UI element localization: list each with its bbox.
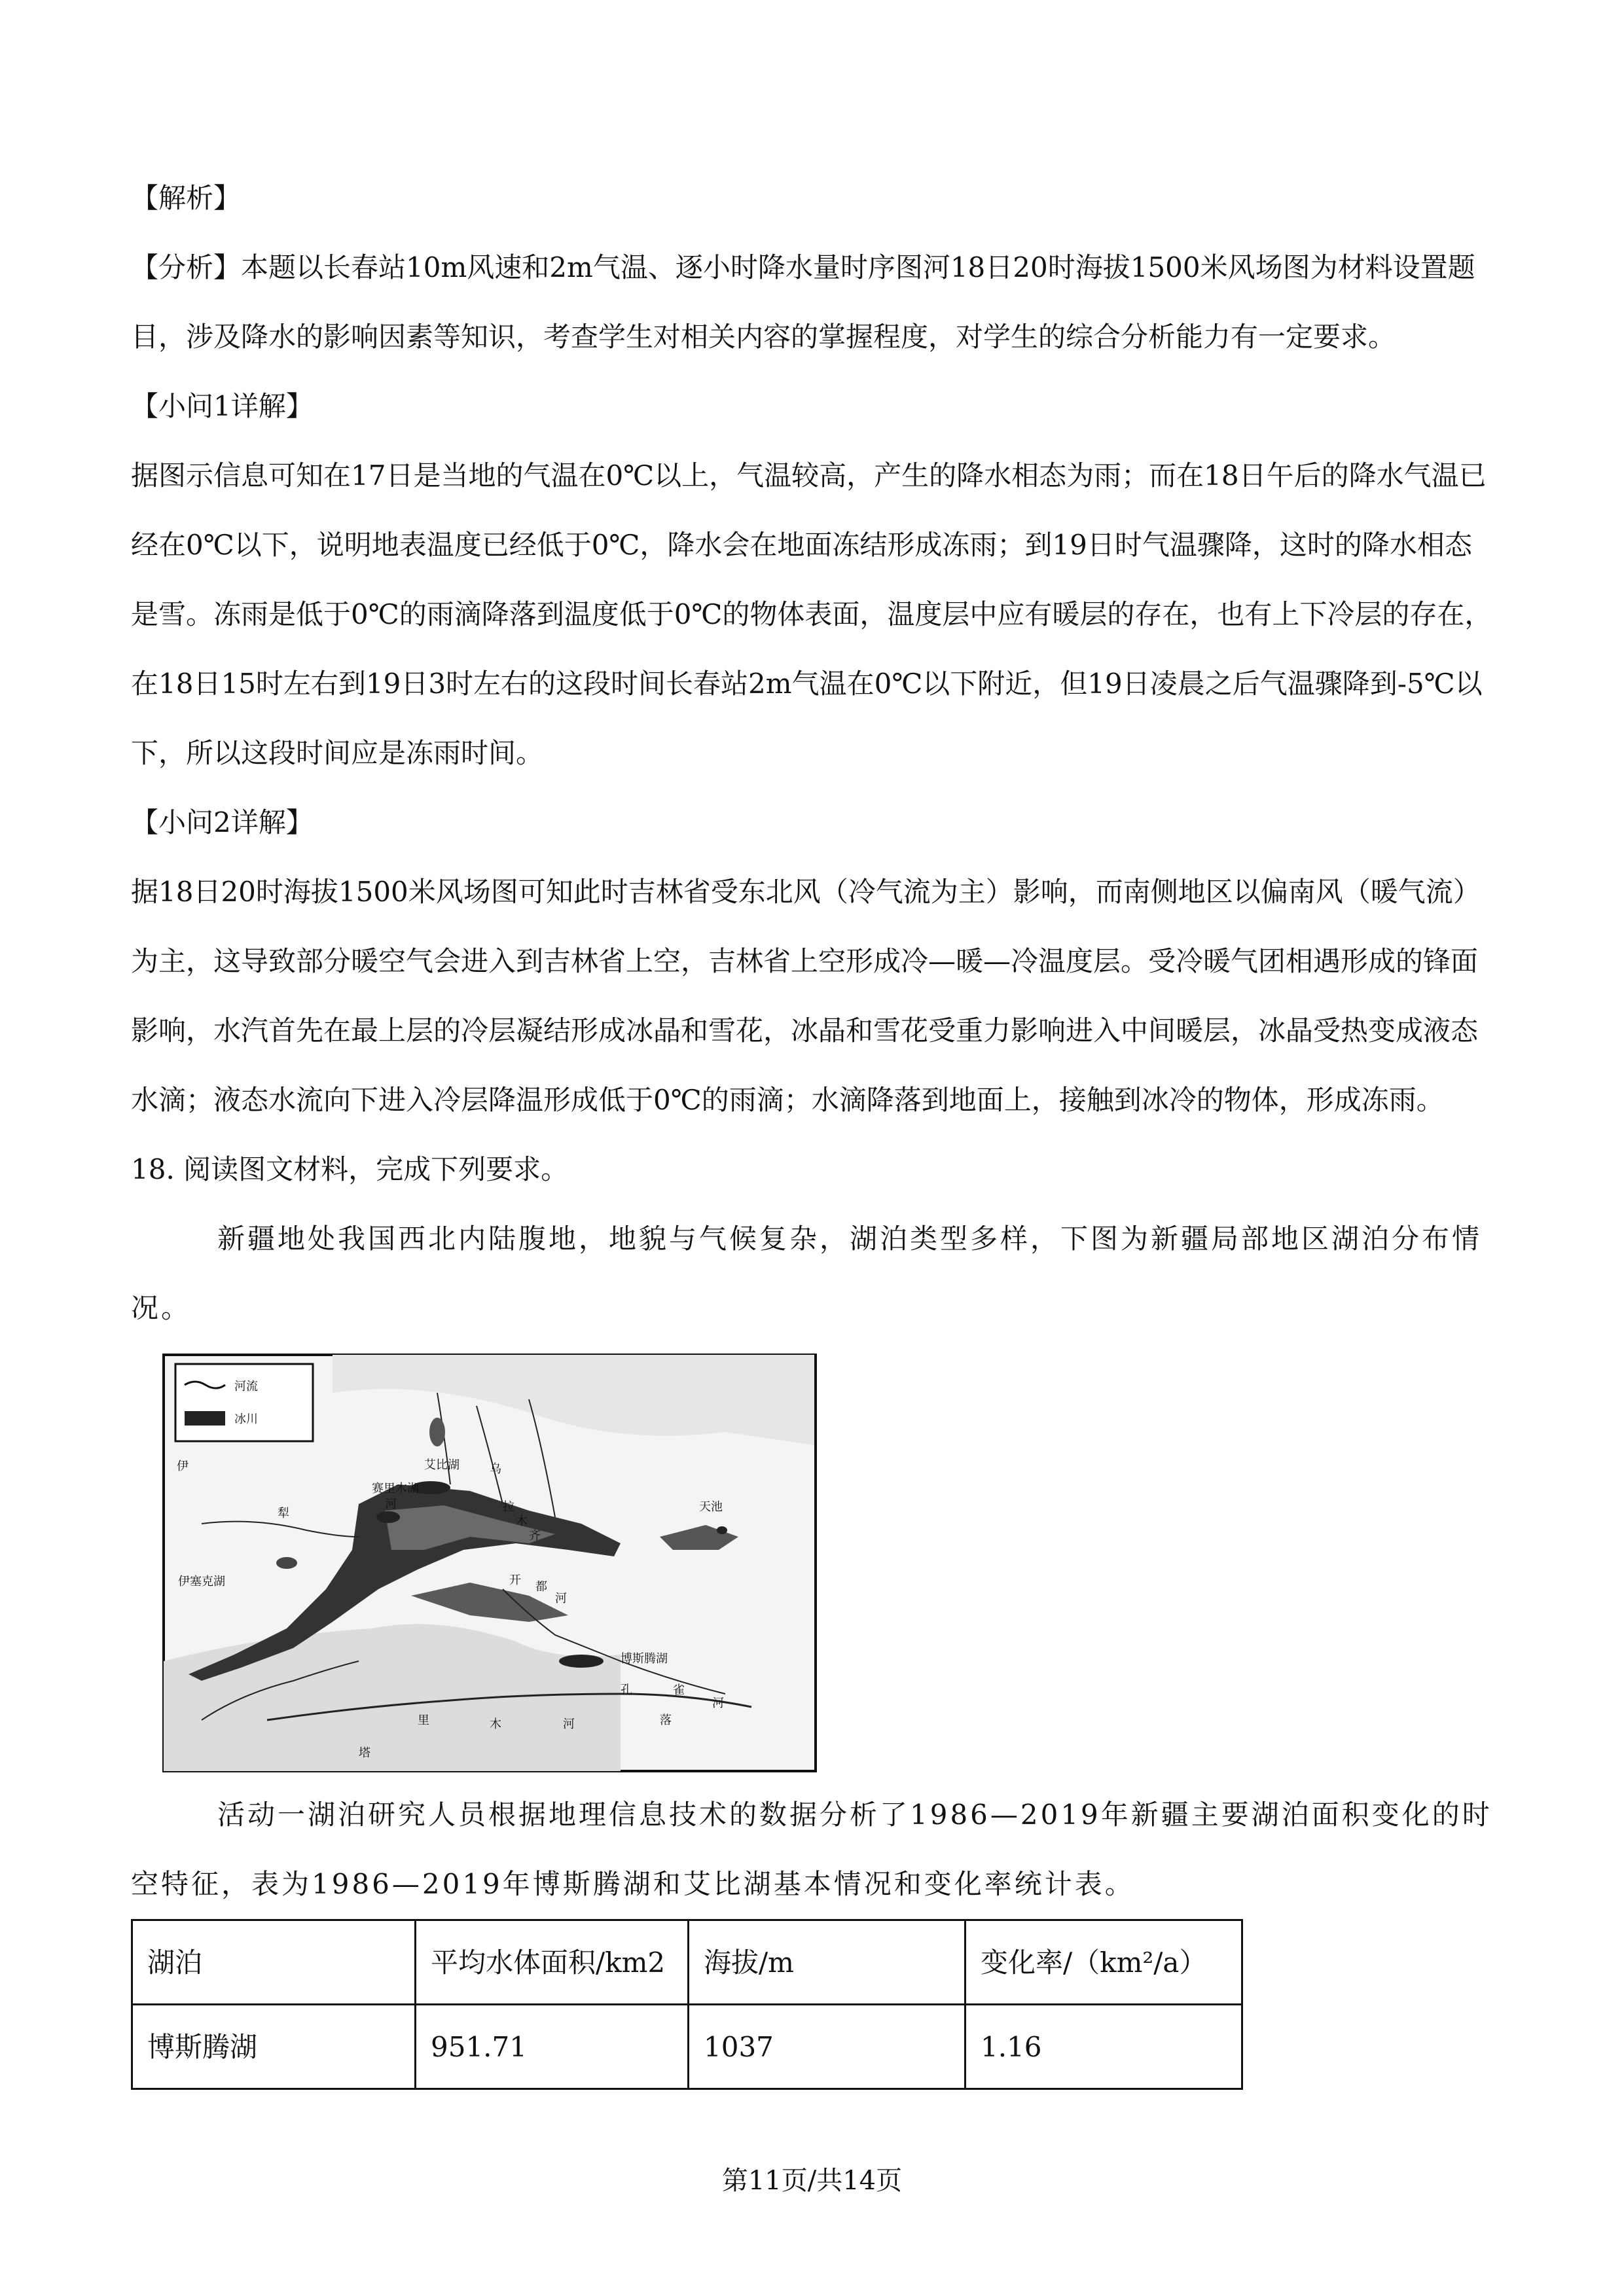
- map-label-mu2: 木: [490, 1717, 501, 1731]
- material-1: 新疆地处我国西北内陆腹地，地貌与气候复杂，湖泊类型多样，下图为新疆局部地区湖泊分布情况。: [131, 1223, 1483, 1324]
- map-label-ta: 塔: [359, 1746, 370, 1760]
- map-label-he1: 河: [385, 1498, 397, 1511]
- legend-river-label: 河流: [234, 1380, 258, 1393]
- document-content: [131, 164, 1492, 2090]
- map-label-sayram: 赛里木湖: [372, 1482, 419, 1496]
- table-row: [132, 2005, 1242, 2089]
- legend-glacier-label: 冰川: [234, 1412, 258, 1426]
- table-header-cell: 平均水体面积/km2: [416, 1920, 689, 2005]
- map-label-ebinur: 艾比湖: [424, 1458, 460, 1472]
- table-cell: 1.16: [965, 2005, 1242, 2089]
- map-label-qi: 齐: [529, 1529, 541, 1543]
- analysis-paragraph: 【分析】本题以长春站10m风速和2m气温、逐小时降水量时序图河18日20时海拔1500米风场图为材料设置题目，涉及降水的影响因素等知识，考查学生对相关内容的掌握程度，对学生的综合分析能力有一定要求。: [131, 251, 1475, 353]
- map-label-issyk: 伊塞克湖: [178, 1575, 225, 1588]
- table-header-cell: 湖泊: [132, 1920, 416, 2005]
- question-18-stem: 18. 阅读图文材料，完成下列要求。: [131, 1153, 569, 1185]
- lake-stats-table: [131, 1919, 1243, 2090]
- map-label-du: 都: [535, 1580, 547, 1594]
- map-figure: [162, 1354, 817, 1772]
- table-cell: 博斯腾湖: [132, 2005, 416, 2089]
- page-footer: 第11页/共14页: [721, 2166, 903, 2196]
- q2-tag: 【小问2详解】: [131, 806, 314, 838]
- map-label-he2: 河: [555, 1592, 567, 1605]
- q1-paragraph: 据图示信息可知在17日是当地的气温在0℃以上，气温较高，产生的降水相态为雨；而在18日午后的降水气温已经在0℃以下，说明地表温度已经低于0℃，降水会在地面冻结形成冻雨；到19日时气温骤降，这时的降水相态是雪。冻雨是低于0℃的雨滴降落到温度低于0℃的物体表面，温度层中应有暖层的存在，也有上下冷层的存在，在18日15时左右到19日3时左右的这段时间长春站2m气温在0℃以下附近，但19日凌晨之后气温骤降到-5℃以下，所以这段时间应是冻雨时间。: [131, 459, 1492, 769]
- map-label-mu: 木: [516, 1515, 528, 1528]
- table-header-cell: 变化率/（km²/a）: [965, 1920, 1242, 2005]
- map-label-la: 拉: [503, 1500, 514, 1514]
- map-label-li: 犁: [278, 1507, 289, 1520]
- map-label-bosten: 博斯腾湖: [621, 1652, 668, 1666]
- table-cell: 951.71: [416, 2005, 689, 2089]
- analysis-tag: 【解析】: [131, 182, 242, 214]
- map-label-he4: 河: [563, 1717, 575, 1731]
- q1-tag: 【小问1详解】: [131, 390, 314, 422]
- map-label-tianchi: 天池: [699, 1500, 723, 1514]
- map-label-he3: 河: [712, 1696, 724, 1710]
- map-label-kai: 开: [509, 1573, 521, 1587]
- q2-paragraph: 据18日20时海拔1500米风场图可知此时吉林省受东北风（冷气流为主）影响，而南侧地区以偏南风（暖气流）为主，这导致部分暖空气会进入到吉林省上空，吉林省上空形成冷—暖—冷温度层。受冷暖气团相遇形成的锋面影响，水汽首先在最上层的冷层凝结形成冰晶和雪花，冰晶和雪花受重力影响进入中间暖层，冰晶受热变成液态水滴；液态水流向下进入冷层降温形成低于0℃的雨滴；水滴降落到地面上，接触到冰冷的物体，形成冻雨。: [131, 876, 1481, 1116]
- map-label-yi: 伊: [177, 1460, 189, 1473]
- table-cell: 1037: [689, 2005, 965, 2089]
- map-label-kong: 孔: [621, 1683, 632, 1697]
- table-header-row: [132, 1920, 1242, 2005]
- xinjiang-lake-map: [162, 1354, 817, 1772]
- map-label-luo: 落: [660, 1713, 672, 1727]
- material-2: 活动一湖泊研究人员根据地理信息技术的数据分析了1986—2019年新疆主要湖泊面积变化的时空特征，表为1986—2019年博斯腾湖和艾比湖基本情况和变化率统计表。: [131, 1799, 1492, 1900]
- table-header-cell: 海拔/m: [689, 1920, 965, 2005]
- map-label-que: 雀: [673, 1683, 685, 1697]
- map-label-wu: 乌: [490, 1462, 501, 1476]
- map-label-li2: 里: [418, 1713, 429, 1727]
